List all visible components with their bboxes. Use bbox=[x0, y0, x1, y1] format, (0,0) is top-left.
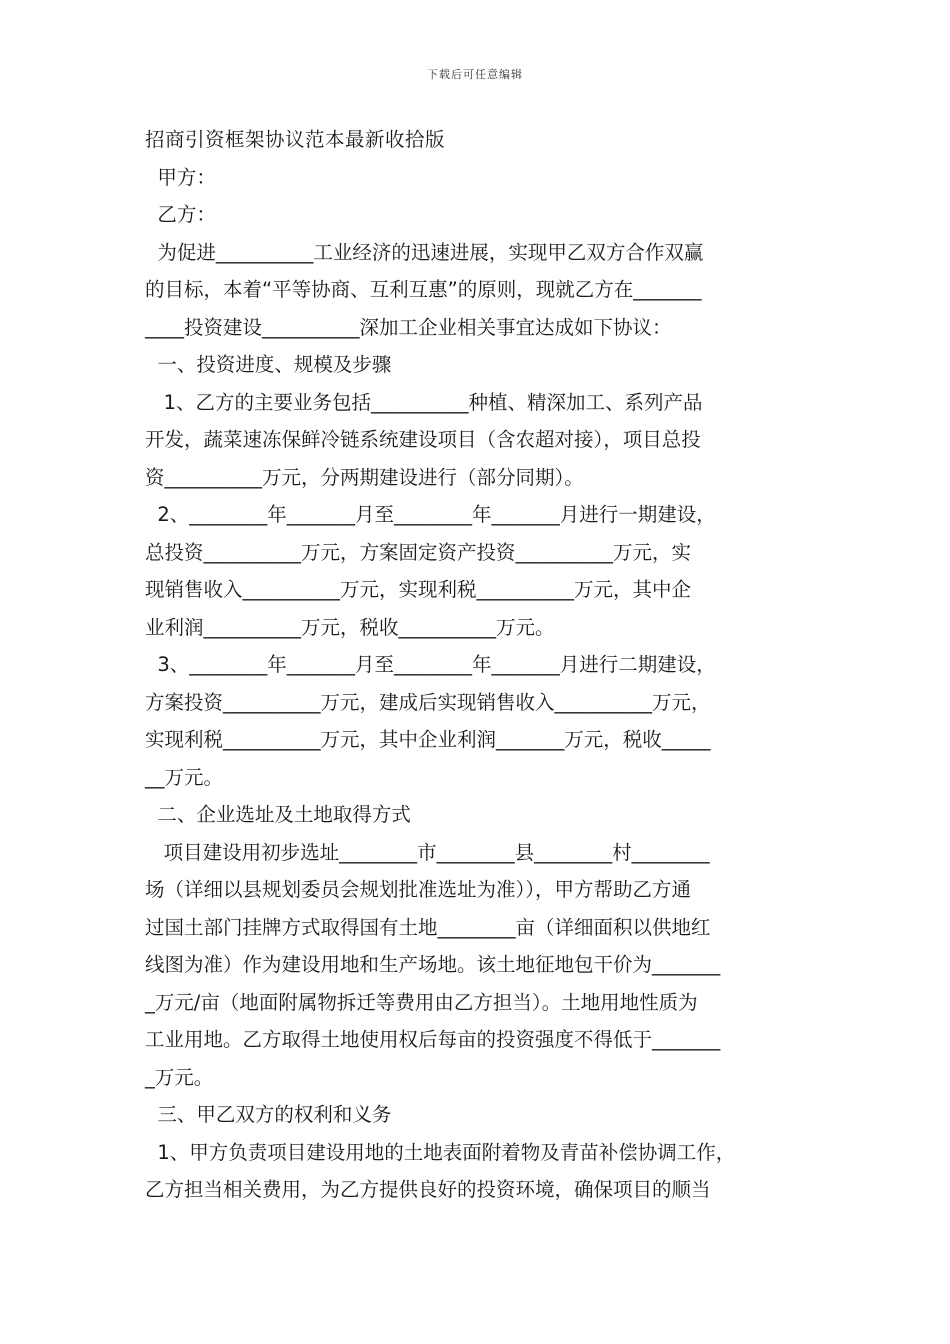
paragraph-line: 1、乙方的主要业务包括__________种植、精深加工、系列产品 bbox=[145, 390, 703, 414]
document-body bbox=[145, 121, 825, 1209]
party-a-line: 甲方： bbox=[145, 165, 216, 189]
section-heading: 二、企业选址及土地取得方式 bbox=[145, 803, 411, 826]
paragraph-line: __万元。 bbox=[145, 765, 224, 789]
page-header: 下载后可任意编辑 bbox=[427, 68, 523, 81]
party-b-line: 乙方： bbox=[145, 203, 216, 226]
paragraph-line: 工业用地。乙方取得土地使用权后每亩的投资强度不得低于_______ bbox=[145, 1028, 721, 1051]
paragraph-line: 过国土部门挂牌方式取得国有土地________亩（详细面积以供地红 bbox=[145, 915, 711, 939]
paragraph-line: 方案投资__________万元，建成后实现销售收入__________万元， bbox=[145, 690, 711, 714]
paragraph-line: 为促进__________工业经济的迅速进展，实现甲乙双方合作双赢 bbox=[145, 240, 704, 264]
paragraph-line: 业利润__________万元，税收__________万元。 bbox=[145, 615, 555, 639]
paragraph-line: 的目标，本着“平等协商、互利互惠”的原则，现就乙方在_______ bbox=[145, 278, 702, 301]
paragraph-line: _万元/亩（地面附属物拆迁等费用由乙方担当）。土地用地性质为 bbox=[145, 990, 698, 1014]
paragraph-line: 开发，蔬菜速冻保鲜冷链系统建设项目（含农超对接），项目总投 bbox=[145, 428, 701, 451]
paragraph-line: 总投资__________万元，方案固定资产投资__________万元，实 bbox=[145, 540, 692, 564]
paragraph-line: 乙方担当相关费用，为乙方提供良好的投资环境，确保项目的顺当 bbox=[145, 1178, 711, 1201]
section-heading: 一、投资进度、规模及步骤 bbox=[145, 353, 392, 376]
paragraph-line: 资__________万元，分两期建设进行（部分同期）。 bbox=[145, 465, 584, 489]
paragraph-line: 线图为准）作为建设用地和生产场地。该土地征地包干价为_______ bbox=[145, 953, 721, 976]
paragraph-line: 3、________年_______月至________年_______月进行二期建设， bbox=[145, 653, 716, 676]
paragraph-line: 2、________年_______月至________年_______月进行一期建设， bbox=[145, 503, 716, 526]
paragraph-line: ____投资建设__________深加工企业相关事宜达成如下协议： bbox=[145, 315, 672, 339]
section-heading: 三、甲乙双方的权利和义务 bbox=[145, 1103, 392, 1126]
paragraph-line: 场（详细以县规划委员会规划批准选址为准）），甲方帮助乙方通 bbox=[145, 878, 692, 901]
paragraph-line: 1、甲方负责项目建设用地的土地表面附着物及青苗补偿协调工作， bbox=[145, 1140, 736, 1164]
paragraph-line: 实现利税__________万元，其中企业利润_______万元，税收_____ bbox=[145, 728, 711, 751]
paragraph-line: _万元。 bbox=[145, 1065, 214, 1089]
paragraph-line: 现销售收入__________万元，实现利税__________万元，其中企 bbox=[145, 578, 692, 601]
paragraph-line: 项目建设用初步选址________市________县________村________ bbox=[145, 840, 710, 864]
document-title: 招商引资框架协议范本最新收拾版 bbox=[145, 128, 446, 151]
